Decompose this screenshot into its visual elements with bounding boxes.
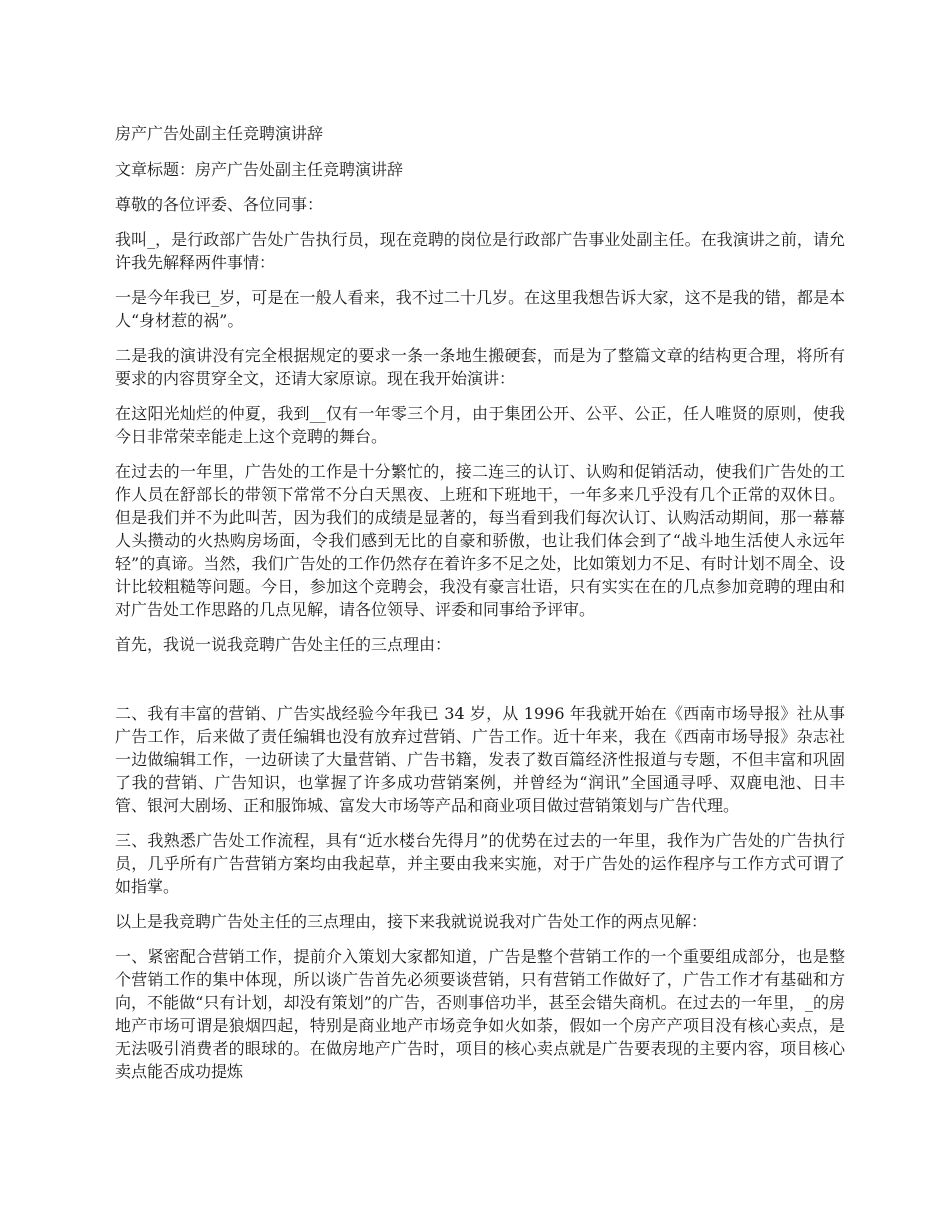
blank-gap: [115, 668, 845, 702]
paragraph: 在这阳光灿烂的仲夏，我到__仅有一年零三个月，由于集团公开、公平、公正，任人唯贤的原则，使我今日非常荣幸能走上这个竞聘的舞台。: [115, 404, 845, 446]
article-title-line: 文章标题：房产广告处副主任竞聘演讲辞: [115, 160, 404, 179]
paragraph: 在过去的一年里，广告处的工作是十分繁忙的，接二连三的认订、认购和促销活动，使我们广告处的工作人员在舒部长的带领下常常不分白天黑夜、上班和下班地干，一年多来几乎没有几个正常的双休日。但是我们并不为此叫苦，因为我们的成绩是显著的，每当看到我们每次认订、认购活动期间，那一幕幕人头攒动的火热购房场面，令我们感到无比的自豪和骄傲，也让我们体会到了“战斗地生活使人永远年轻”的真谛。当然，我们广告处的工作仍然存在着许多不足之处，比如策划力不足、有时计划不周全、设计比较粗糙等问题。今日，参加这个竞聘会，我没有豪言壮语，只有实实在在的几点参加竞聘的理由和对广告处工作思路的几点见解，请各位领导、评委和同事给予评审。: [115, 462, 845, 619]
paragraph: 首先，我说一说我竞聘广告处主任的三点理由：: [115, 635, 452, 654]
paragraph: 一、紧密配合营销工作，提前介入策划大家都知道，广告是整个营销工作的一个重要组成部分，也是整个营销工作的集中体现，所以谈广告首先必须要谈营销，只有营销工作做好了，广告工作才有基础和方向，不能做“只有计划，却没有策划”的广告，否则事倍功半，甚至会错失商机。在过去的一年里，_的房地产市场可谓是狼烟四起，特别是商业地产市场竞争如火如荼，假如一个房产产项目没有核心卖点，是无法吸引消费者的眼球的。在做房地产广告时，项目的核心卖点就是广告要表现的主要内容，项目核心卖点能否成功提炼: [115, 947, 845, 1081]
paragraph: 尊敬的各位评委、各位同事：: [115, 195, 324, 214]
paragraph: 一是今年我已_岁，可是在一般人看来，我不过二十几岁。在这里我想告诉大家，这不是我的错，都是本人“身材惹的祸”。: [115, 288, 845, 330]
paragraph: 我叫_，是行政部广告处广告执行员，现在竞聘的岗位是行政部广告事业处副主任。在我演讲之前，请允许我先解释两件事情：: [115, 230, 845, 272]
document-title: 房产广告处副主任竞聘演讲辞: [115, 124, 324, 143]
paragraph: 二是我的演讲没有完全根据规定的要求一条一条地生搬硬套，而是为了整篇文章的结构更合理，将所有要求的内容贯穿全文，还请大家原谅。现在我开始演讲：: [115, 346, 845, 388]
paragraph: 三、我熟悉广告处工作流程，具有“近水楼台先得月”的优势在过去的一年里，我作为广告处的广告执行员，几乎所有广告营销方案均由我起草，并主要由我来实施，对于广告处的运作程序与工作方式可谓了如指掌。: [115, 831, 845, 896]
document-page: [115, 122, 845, 1095]
paragraph: 以上是我竞聘广告处主任的三点理由，接下来我就说说我对广告处工作的两点见解：: [115, 912, 708, 931]
paragraph: 二、我有丰富的营销、广告实战经验今年我已 34 岁，从 1996 年我就开始在《西南市场导报》社从事广告工作，后来做了责任编辑也没有放弃过营销、广告工作。近十年来，我在《西南市场导报》杂志社一边做编辑工作，一边研读了大量营销、广告书籍，发表了数百篇经济性报道与专题，不但丰富和巩固了我的营销、广告知识，也掌握了许多成功营销案例，并曾经为“润讯”全国通寻呼、双鹿电池、日丰管、银河大剧场、正和服饰城、富发大市场等产品和商业项目做过营销策划与广告代理。: [115, 704, 845, 815]
